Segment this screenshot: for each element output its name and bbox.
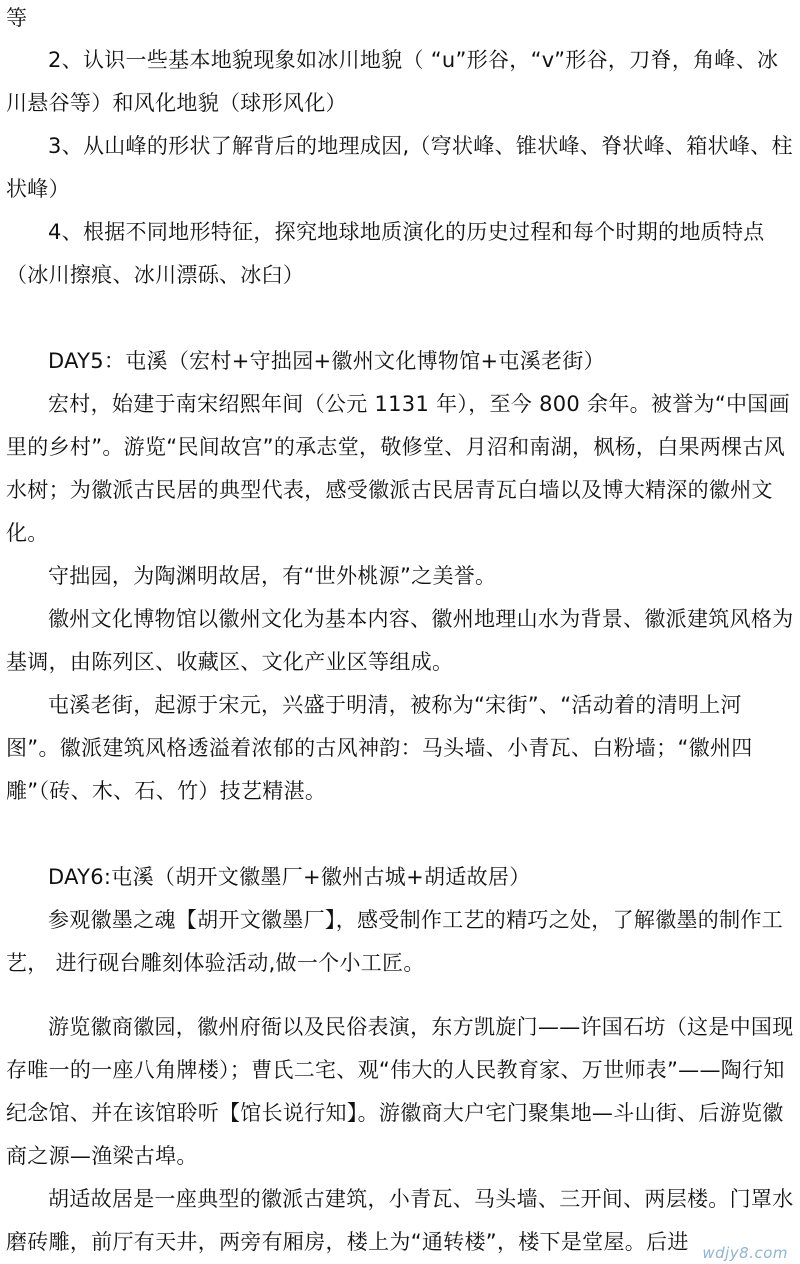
watermark: wdjy8.com	[702, 1244, 788, 1262]
paragraph-hongcun: 宏村，始建于南宋绍熙年间（公元 1131 年），至今 800 余年。被誉为“中国画里的乡村”。游览“民间故宫”的承志堂，敬修堂、月沼和南湖，枫杨，白果两棵古风水树；为徽派古民居的典型代表，感受徽派古民居青瓦白墙以及博大精深的徽州文化。	[6, 392, 790, 545]
paragraph-hushi-residence: 胡适故居是一座典型的徽派古建筑，小青瓦、马头墙、三开间、两层楼。门罩水磨砖雕，前厅有天井，两旁有厢房，楼上为“通转楼”，楼下是堂屋。后进	[6, 1187, 794, 1254]
list-item-2: 2、认识一些基本地貌现象如冰川地貌（ “u”形谷，“v”形谷，刀脊，角峰、冰川悬谷等）和风化地貌（球形风化）	[6, 48, 779, 115]
day6-heading: DAY6:屯溪（胡开文徽墨厂+徽州古城+胡适故居）	[48, 865, 531, 889]
paragraph-tunxi-old-street: 屯溪老街，起源于宋元，兴盛于明清，被称为“宋街”、“活动着的清明上河图”。徽派建筑风格透溢着浓郁的古风神韵：马头墙、小青瓦、白粉墙；“徽州四雕”（砖、木、石、竹）技艺精湛。	[6, 693, 753, 803]
paragraph-fragment: 等	[6, 6, 28, 30]
list-item-4: 4、根据不同地形特征，探究地球地质演化的历史过程和每个时期的地质特点（冰川擦痕、冰川漂砾、冰臼）	[6, 220, 765, 287]
paragraph-ink-factory: 参观徽墨之魂【胡开文徽墨厂】，感受制作工艺的精巧之处，了解徽墨的制作工艺， 进行砚台雕刻体验活动,做一个小工匠。	[6, 908, 783, 975]
list-item-3: 3、从山峰的形状了解背后的地理成因,（穹状峰、锥状峰、脊状峰、箱状峰、柱状峰）	[6, 134, 793, 201]
day5-heading: DAY5：屯溪（宏村+守拙园+徽州文化博物馆+屯溪老街）	[48, 349, 605, 373]
paragraph-huizhou-ancient-city: 游览徽商徽园，徽州府衙以及民俗表演，东方凯旋门——许国石坊（这是中国现存唯一的一座八角牌楼）；曹氏二宅、观“伟大的人民教育家、万世师表”——陶行知纪念馆、并在该馆聆听【馆长说行知】。游徽商大户宅门聚集地—斗山街、后游览徽商之源—渔梁古埠。	[6, 1015, 794, 1168]
paragraph-shouzhuoyuan: 守拙园，为陶渊明故居，有“世外桃源”之美誉。	[48, 564, 497, 588]
paragraph-museum: 徽州文化博物馆以徽州文化为基本内容、徽州地理山水为背景、徽派建筑风格为基调，由陈列区、收藏区、文化产业区等组成。	[6, 607, 794, 674]
